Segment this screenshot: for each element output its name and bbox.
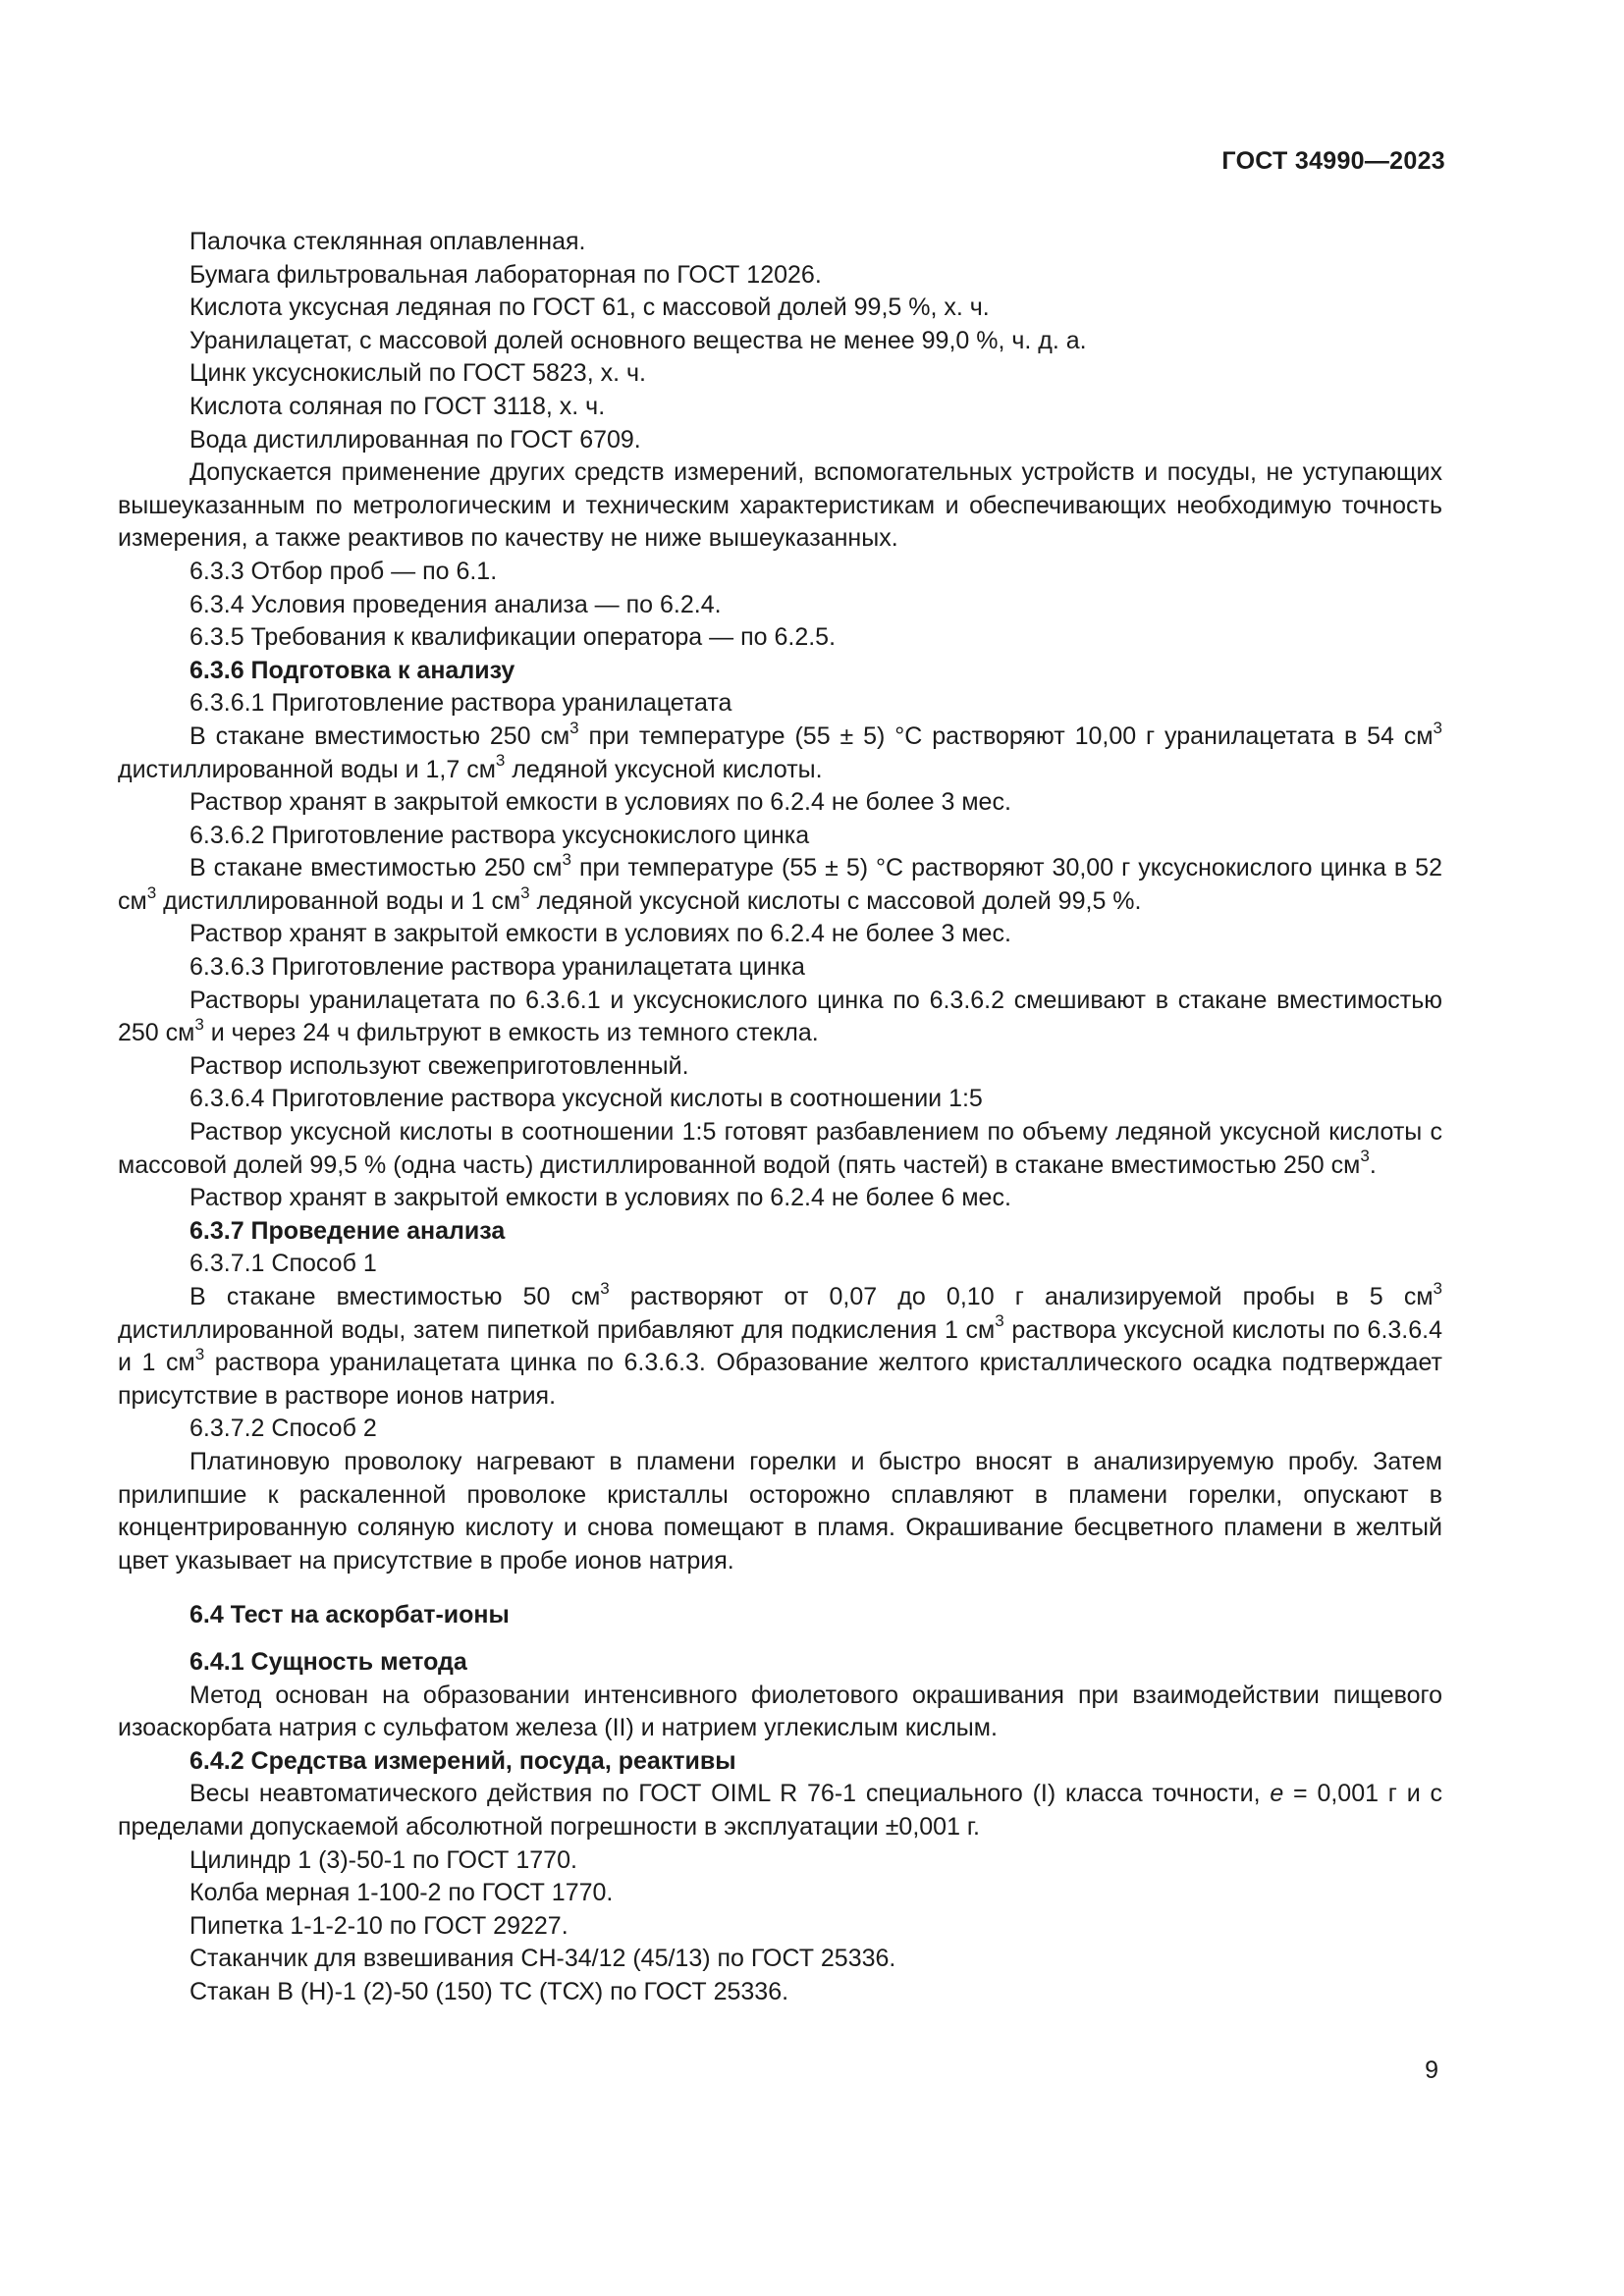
document-body: [118, 226, 1442, 2008]
document-code-header: ГОСТ 34990—2023: [1221, 147, 1445, 175]
paragraph: 6.3.6.3 Приготовление раствора уранилацетата цинка: [189, 953, 805, 982]
paragraph: Пипетка 1-1-2-10 по ГОСТ 29227.: [189, 1911, 568, 1940]
paragraph: Стаканчик для взвешивания СН-34/12 (45/13) по ГОСТ 25336.: [189, 1945, 896, 1973]
paragraph: Раствор хранят в закрытой емкости в условиях по 6.2.4 не более 6 мес.: [189, 1184, 1011, 1212]
paragraph: Стакан В (Н)-1 (2)-50 (150) ТС (ТСХ) по ГОСТ 25336.: [189, 1977, 789, 2005]
paragraph: Растворы уранилацетата по 6.3.6.1 и уксуснокислого цинка по 6.3.6.2 смешивают в стакане вместимостью 250 $см^3$ и через 24 ч фильтруют в емкость из темного стекла.: [118, 986, 1442, 1047]
paragraph: 6.3.5 Требования к квалификации оператора — по 6.2.5.: [189, 623, 837, 652]
page-number: 9: [1425, 2056, 1438, 2084]
paragraph: Цилиндр 1 (3)-50-1 по ГОСТ 1770.: [189, 1845, 577, 1874]
paragraph: Кислота уксусная ледяная по ГОСТ 61, с массовой долей 99,5 %, х. ч.: [189, 294, 990, 322]
paragraph: Вода дистиллированная по ГОСТ 6709.: [189, 425, 641, 454]
paragraph: Платиновую проволоку нагревают в пламени горелки и быстро вносят в анализируемую пробу. Затем прилипшие к раскаленной проволоке кристаллы осторожно сплавляют в пламени горелки, опускают в концентрированную соляную кислоту и снова помещают в пламя. Окрашивание бесцветного пламени в желтый цвет указывает на присутствие в пробе ионов натрия.: [118, 1447, 1442, 1575]
paragraph: 6.3.7.2 Способ 2: [189, 1415, 377, 1443]
paragraph: 6.3.6.4 Приготовление раствора уксусной кислоты в соотношении 1:5: [189, 1085, 983, 1113]
paragraph: В стакане вместимостью 250 $см^3$ при температуре (55 ± 5) °С растворяют 30,00 г уксуснокислого цинка в 52 $см^3$ дистиллированной воды и 1 $см^3$ ледяной уксусной кислоты с массовой долей 99,5 %.: [118, 849, 1442, 915]
paragraph: В стакане вместимостью 250 $см^3$ при температуре (55 ± 5) °С растворяют 10,00 г уранилацетата в 54 $см^3$ дистиллированной воды и 1,7 $см^3$ ледяной уксусной кислоты.: [118, 718, 1442, 783]
paragraph: Кислота соляная по ГОСТ 3118, х. ч.: [189, 392, 606, 420]
paragraph: 6.3.4 Условия проведения анализа — по 6.2.4.: [189, 590, 722, 618]
paragraph: Весы неавтоматического действия по ГОСТ OIML R 76-1 специального (I) класса точности, e = 0,001 г и с пределами допускаемой абсолютной погрешности в эксплуатации ±0,001 г.: [118, 1780, 1442, 1841]
section-heading: 6.4 Тест на аскорбат-ионы: [189, 1601, 510, 1629]
paragraph: Уранилацетат, с массовой долей основного вещества не менее 99,0 %, ч. д. а.: [189, 326, 1087, 354]
section-heading: 6.3.6 Подготовка к анализу: [189, 656, 515, 684]
paragraph: Палочка стеклянная оплавленная.: [189, 228, 586, 255]
paragraph: 6.3.7.1 Способ 1: [189, 1250, 377, 1278]
paragraph: Колба мерная 1-100-2 по ГОСТ 1770.: [189, 1879, 614, 1907]
paragraph: 6.3.6.2 Приготовление раствора уксуснокислого цинка: [189, 821, 810, 849]
paragraph: Бумага фильтровальная лабораторная по ГОСТ 12026.: [189, 260, 822, 289]
paragraph: Раствор хранят в закрытой емкости в условиях по 6.2.4 не более 3 мес.: [189, 788, 1011, 817]
section-heading: 6.4.2 Средства измерений, посуда, реактивы: [189, 1746, 736, 1775]
paragraph: Допускается применение других средств измерений, вспомогательных устройств и посуды, не уступающих вышеуказанным по метрологическим и техническим характеристикам и обеспечивающих необходимую точность измерения, а также реактивов по качеству не ниже вышеуказанных.: [118, 458, 1442, 553]
paragraph: Раствор уксусной кислоты в соотношении 1:5 готовят разбавлением по объему ледяной уксусной кислоты с массовой долей 99,5 % (одна часть) дистиллированной водой (пять частей) в стакане вместимостью 250 $см^3$.: [118, 1118, 1442, 1179]
paragraph: 6.3.6.1 Приготовление раствора уранилацетата: [189, 689, 732, 718]
section-heading: 6.4.1 Сущность метода: [189, 1647, 467, 1676]
paragraph: Метод основан на образовании интенсивного фиолетового окрашивания при взаимодействии пищевого изоаскорбата натрия с сульфатом железа (II) и натрием углекислым кислым.: [118, 1681, 1442, 1742]
paragraph: Раствор используют свежеприготовленный.: [189, 1051, 689, 1080]
paragraph: Цинк уксуснокислый по ГОСТ 5823, х. ч.: [189, 359, 646, 388]
paragraph: В стакане вместимостью 50 $см^3$ растворяют от 0,07 до 0,10 г анализируемой пробы в 5 $см^3$ дистиллированной воды, затем пипеткой прибавляют для подкисления 1 $см^3$ раствора уксусной кислоты по 6.3.6.4 и 1 $см^3$ раствора уранилацетата цинка по 6.3.6.3. Образование желтого кристаллического осадка подтверждает присутствие в растворе ионов натрия.: [118, 1278, 1442, 1410]
section-heading: 6.3.7 Проведение анализа: [189, 1216, 506, 1245]
paragraph: 6.3.3 Отбор проб — по 6.1.: [189, 557, 498, 585]
paragraph: Раствор хранят в закрытой емкости в условиях по 6.2.4 не более 3 мес.: [189, 920, 1011, 948]
